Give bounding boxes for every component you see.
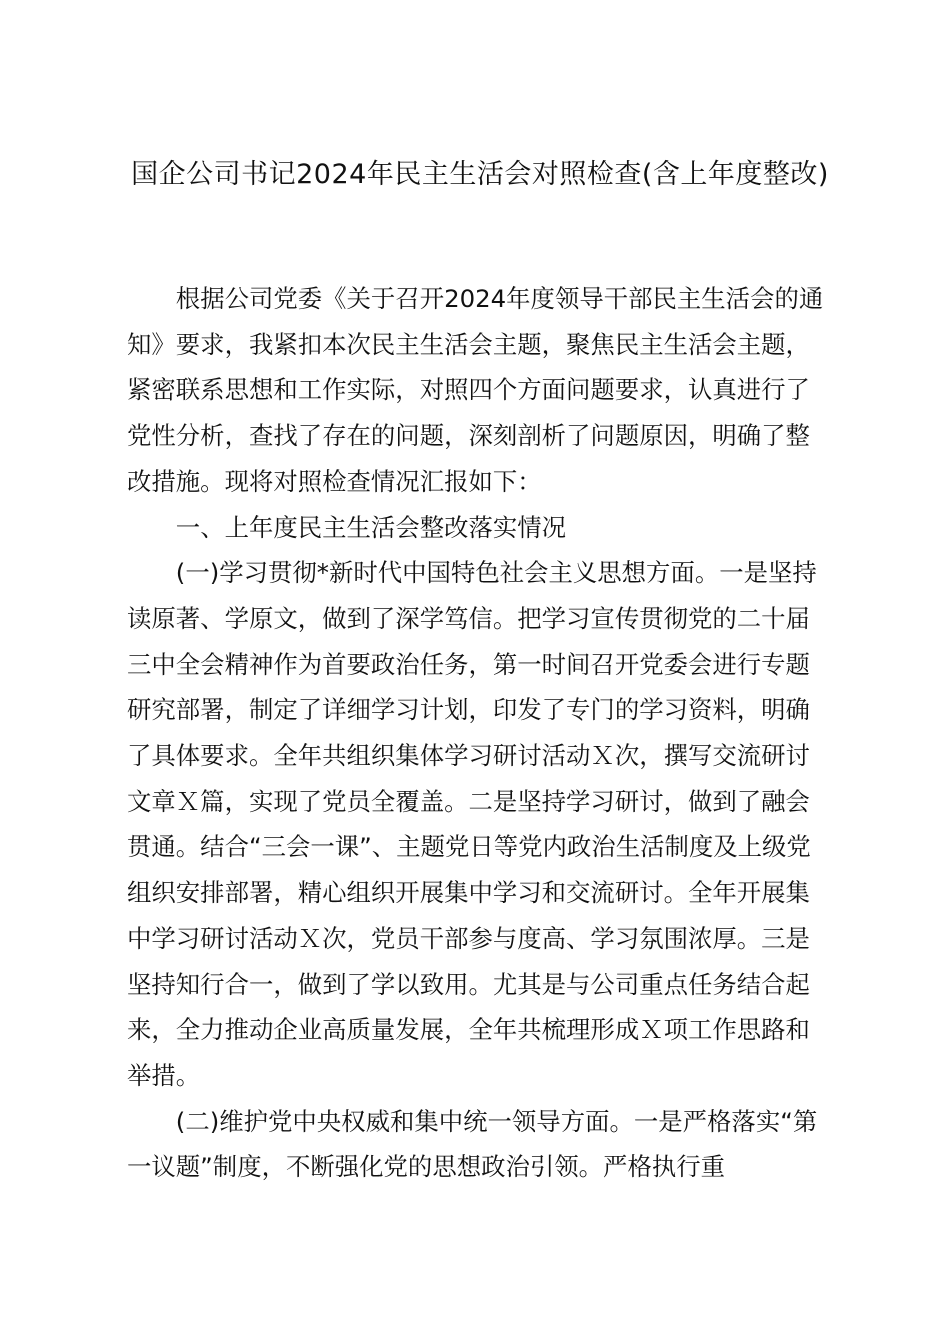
intro-paragraph: 根据公司党委《关于召开2024年度领导干部民主生活会的通知》要求，我紧扣本次民主生活会主题，聚焦民主生活会主题，紧密联系思想和工作实际，对照四个方面问题要求，认真进行了党性分析，查找了存在的问题，深刻剖析了问题原因，明确了整改措施。现将对照检查情况汇报如下： (127, 284, 824, 496)
section-heading: 一、上年度民主生活会整改落实情况 (175, 512, 567, 542)
body-paragraph: (二)维护党中央权威和集中统一领导方面。一是严格落实“第一议题”制度，不断强化党的思想政治引领。严格执行重 (127, 1106, 818, 1182)
document-title: 国企公司书记2024年民主生活会对照检查(含上年度整改) (131, 159, 829, 190)
body-paragraph: (一)学习贯彻*新时代中国特色社会主义思想方面。一是坚持读原著、学原文，做到了深学笃信。把学习宣传贯彻党的二十届三中全会精神作为首要政治任务，第一时间召开党委会进行专题研究部署，制定了详细学习计划，印发了专门的学习资料，明确了具体要求。全年共组织集体学习研讨活动Ｘ次，撰写交流研讨文章Ｘ篇，实现了党员全覆盖。二是坚持学习研讨，做到了融会贯通。结合“三会一课”、主题党日等党内政治生活制度及上级党组织安排部署，精心组织开展集中学习和交流研讨。全年开展集中学习研讨活动Ｘ次，党员干部参与度高、学习氛围浓厚。三是坚持知行合一，做到了学以致用。尤其是与公司重点任务结合起来，全力推动企业高质量发展，全年共梳理形成Ｘ项工作思路和举措。 (127, 558, 817, 1090)
document-body (127, 276, 833, 1190)
